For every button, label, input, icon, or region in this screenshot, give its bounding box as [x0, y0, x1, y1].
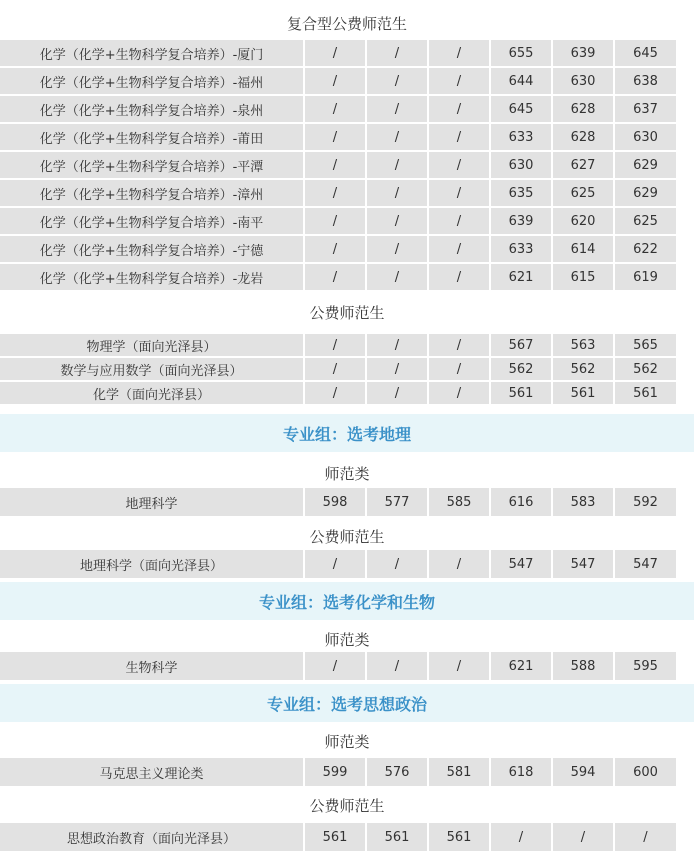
score-table — [0, 550, 694, 580]
table-row — [0, 652, 694, 680]
major-name-cell: 化学（化学+生物科学复合培养）-厦门 — [0, 40, 303, 66]
score-cell: / — [305, 68, 365, 94]
score-cell: / — [367, 40, 427, 66]
score-cell: 638 — [615, 68, 676, 94]
table-row — [0, 758, 694, 786]
score-cell: 547 — [615, 550, 676, 578]
score-cell: 581 — [429, 758, 489, 786]
score-cell: 630 — [553, 68, 613, 94]
score-cell: 644 — [491, 68, 551, 94]
score-cell: 637 — [615, 96, 676, 122]
table-row — [0, 550, 694, 578]
major-name-cell: 地理科学 — [0, 488, 303, 516]
score-cell: 621 — [491, 652, 551, 680]
score-cell: 600 — [615, 758, 676, 786]
table-row — [0, 823, 694, 851]
score-table — [0, 40, 694, 292]
score-cell: 563 — [553, 334, 613, 356]
table-row — [0, 180, 694, 206]
table-row — [0, 382, 694, 404]
score-cell: / — [367, 180, 427, 206]
score-cell: 561 — [491, 382, 551, 404]
score-cell: 645 — [615, 40, 676, 66]
score-cell: 614 — [553, 236, 613, 262]
score-cell: 619 — [615, 264, 676, 290]
score-cell: 561 — [553, 382, 613, 404]
score-cell: 630 — [615, 124, 676, 150]
score-cell: / — [491, 823, 551, 851]
score-cell: / — [367, 652, 427, 680]
score-cell: 585 — [429, 488, 489, 516]
major-name-cell: 化学（化学+生物科学复合培养）-莆田 — [0, 124, 303, 150]
score-cell: 562 — [491, 358, 551, 380]
score-cell: / — [305, 550, 365, 578]
score-cell: 628 — [553, 96, 613, 122]
major-name-cell: 化学（化学+生物科学复合培养）-宁德 — [0, 236, 303, 262]
score-cell: / — [305, 358, 365, 380]
score-cell: 562 — [553, 358, 613, 380]
score-cell: / — [615, 823, 676, 851]
table-row — [0, 264, 694, 290]
major-name-cell: 地理科学（面向光泽县） — [0, 550, 303, 578]
table-row — [0, 236, 694, 262]
major-name-cell: 思想政治教育（面向光泽县） — [0, 823, 303, 851]
score-cell: / — [305, 334, 365, 356]
major-name-cell: 化学（化学+生物科学复合培养）-泉州 — [0, 96, 303, 122]
score-cell: / — [429, 382, 489, 404]
score-cell: / — [429, 124, 489, 150]
score-cell: / — [305, 96, 365, 122]
score-cell: 561 — [367, 823, 427, 851]
score-cell: 630 — [491, 152, 551, 178]
score-cell: / — [429, 264, 489, 290]
score-cell: 625 — [553, 180, 613, 206]
score-cell: / — [305, 264, 365, 290]
score-cell: / — [367, 68, 427, 94]
score-cell: / — [305, 236, 365, 262]
major-name-cell: 化学（化学+生物科学复合培养）-龙岩 — [0, 264, 303, 290]
table-row — [0, 488, 694, 516]
score-table — [0, 652, 694, 682]
score-cell: 622 — [615, 236, 676, 262]
score-cell: / — [367, 550, 427, 578]
score-cell: / — [429, 652, 489, 680]
score-cell: 629 — [615, 180, 676, 206]
score-cell: / — [367, 382, 427, 404]
table-row — [0, 358, 694, 380]
score-cell: 561 — [615, 382, 676, 404]
score-cell: / — [429, 68, 489, 94]
score-cell: 598 — [305, 488, 365, 516]
score-table — [0, 488, 694, 518]
major-name-cell: 化学（面向光泽县） — [0, 382, 303, 404]
score-cell: 594 — [553, 758, 613, 786]
section-heading: 公费师范生 — [309, 303, 385, 322]
table-row — [0, 124, 694, 150]
score-cell: 588 — [553, 652, 613, 680]
score-cell: 547 — [553, 550, 613, 578]
score-cell: / — [305, 152, 365, 178]
score-cell: / — [429, 96, 489, 122]
section-heading: 师范类 — [324, 732, 370, 751]
score-cell: 616 — [491, 488, 551, 516]
score-cell: 618 — [491, 758, 551, 786]
table-row — [0, 334, 694, 356]
score-cell: 627 — [553, 152, 613, 178]
score-cell: 583 — [553, 488, 613, 516]
score-cell: 547 — [491, 550, 551, 578]
score-cell: / — [429, 236, 489, 262]
score-cell: 565 — [615, 334, 676, 356]
score-cell: / — [367, 152, 427, 178]
table-row — [0, 68, 694, 94]
table-row — [0, 40, 694, 66]
score-cell: 625 — [615, 208, 676, 234]
table-row — [0, 208, 694, 234]
score-cell: 621 — [491, 264, 551, 290]
score-cell: / — [429, 180, 489, 206]
major-name-cell: 马克思主义理论类 — [0, 758, 303, 786]
major-name-cell: 化学（化学+生物科学复合培养）-南平 — [0, 208, 303, 234]
score-cell: 628 — [553, 124, 613, 150]
group-heading: 专业组：选考地理 — [0, 414, 694, 452]
table-row — [0, 152, 694, 178]
group-heading: 专业组：选考化学和生物 — [0, 582, 694, 620]
score-cell: 655 — [491, 40, 551, 66]
score-cell: / — [429, 152, 489, 178]
score-cell: / — [305, 40, 365, 66]
major-name-cell: 物理学（面向光泽县） — [0, 334, 303, 356]
score-cell: 561 — [305, 823, 365, 851]
score-cell: 633 — [491, 236, 551, 262]
score-cell: / — [429, 334, 489, 356]
score-cell: / — [305, 208, 365, 234]
score-cell: / — [305, 652, 365, 680]
score-cell: 562 — [615, 358, 676, 380]
score-cell: 615 — [553, 264, 613, 290]
section-heading: 公费师范生 — [309, 796, 385, 815]
score-cell: / — [429, 40, 489, 66]
score-cell: / — [367, 358, 427, 380]
table-row — [0, 96, 694, 122]
score-cell: / — [429, 550, 489, 578]
score-cell: / — [305, 382, 365, 404]
score-cell: 561 — [429, 823, 489, 851]
score-cell: 592 — [615, 488, 676, 516]
major-name-cell: 化学（化学+生物科学复合培养）-平潭 — [0, 152, 303, 178]
score-cell: 629 — [615, 152, 676, 178]
major-name-cell: 化学（化学+生物科学复合培养）-福州 — [0, 68, 303, 94]
score-table — [0, 823, 694, 853]
score-cell: 635 — [491, 180, 551, 206]
score-cell: / — [367, 334, 427, 356]
score-cell: 639 — [553, 40, 613, 66]
score-cell: 595 — [615, 652, 676, 680]
score-cell: 639 — [491, 208, 551, 234]
major-name-cell: 数学与应用数学（面向光泽县） — [0, 358, 303, 380]
score-cell: 567 — [491, 334, 551, 356]
score-cell: 577 — [367, 488, 427, 516]
score-cell: / — [367, 236, 427, 262]
score-cell: 599 — [305, 758, 365, 786]
score-cell: / — [429, 358, 489, 380]
group-heading: 专业组：选考思想政治 — [0, 684, 694, 722]
score-table — [0, 758, 694, 788]
score-cell: 620 — [553, 208, 613, 234]
score-cell: 633 — [491, 124, 551, 150]
score-cell: / — [305, 124, 365, 150]
section-heading: 师范类 — [324, 464, 370, 483]
score-cell: / — [553, 823, 613, 851]
section-heading: 公费师范生 — [309, 527, 385, 546]
section-heading: 复合型公费师范生 — [286, 14, 407, 33]
score-cell: / — [429, 208, 489, 234]
score-cell: / — [367, 208, 427, 234]
score-cell: / — [305, 180, 365, 206]
score-cell: 576 — [367, 758, 427, 786]
score-cell: / — [367, 96, 427, 122]
section-heading: 师范类 — [324, 630, 370, 649]
score-cell: 645 — [491, 96, 551, 122]
score-cell: / — [367, 124, 427, 150]
score-cell: / — [367, 264, 427, 290]
score-table — [0, 334, 694, 406]
major-name-cell: 化学（化学+生物科学复合培养）-漳州 — [0, 180, 303, 206]
major-name-cell: 生物科学 — [0, 652, 303, 680]
